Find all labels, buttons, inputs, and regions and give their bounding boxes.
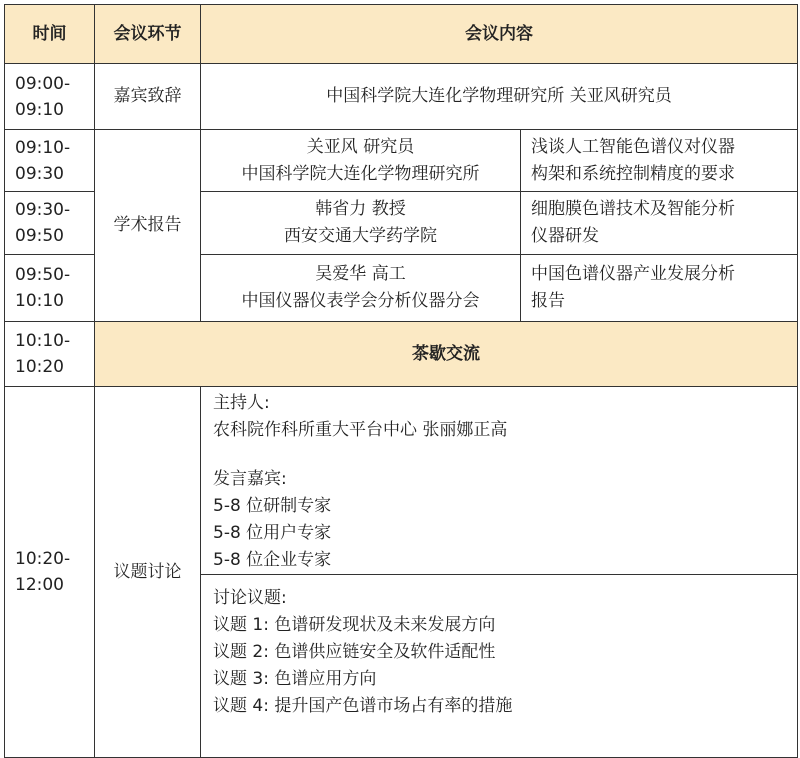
topic-item: 议题 2: 色谱供应链安全及软件适配性 bbox=[213, 642, 496, 662]
header-segment: 会议环节 bbox=[95, 5, 201, 64]
speaker-affiliation: 中国科学院大连化学物理研究所 bbox=[241, 163, 480, 184]
welcome-time bbox=[5, 64, 95, 130]
speaker-affiliation: 中国仪器仪表学会分析仪器分会 bbox=[241, 291, 480, 311]
speaker-name: 关亚风 研究员 bbox=[306, 136, 415, 157]
report-3-topic bbox=[521, 255, 798, 322]
guests-label: 发言嘉宾: bbox=[213, 469, 287, 489]
header-row bbox=[5, 5, 798, 64]
time-start: 09:50- bbox=[15, 265, 71, 285]
report-3-speaker bbox=[201, 255, 521, 322]
host-name: 农科院作科所重大平台中心 张丽娜正高 bbox=[213, 420, 508, 440]
welcome-content: 中国科学院大连化学物理研究所 关亚风研究员 bbox=[201, 64, 798, 130]
topic-line: 仪器研发 bbox=[531, 226, 599, 246]
guest-item: 5-8 位研制专家 bbox=[213, 496, 332, 516]
report-2-time bbox=[5, 192, 95, 255]
topic-item: 议题 4: 提升国产色谱市场占有率的措施 bbox=[213, 696, 513, 716]
host-label: 主持人: bbox=[213, 393, 270, 413]
discussion-topics bbox=[201, 575, 798, 758]
report-3-time bbox=[5, 255, 95, 322]
topic-line: 浅谈人工智能色谱仪对仪器 bbox=[531, 136, 735, 157]
time-end: 12:00 bbox=[15, 575, 64, 595]
report-1-topic bbox=[521, 130, 798, 192]
time-end: 10:20 bbox=[15, 357, 64, 377]
guest-item: 5-8 位企业专家 bbox=[213, 550, 332, 570]
time-start: 09:10- bbox=[15, 137, 71, 158]
tea-break-label: 茶歇交流 bbox=[95, 322, 798, 387]
tea-time bbox=[5, 322, 95, 387]
report-1-speaker bbox=[201, 130, 521, 192]
report-1-time bbox=[5, 130, 95, 192]
time-end: 10:10 bbox=[15, 291, 64, 311]
tea-row bbox=[5, 322, 798, 387]
time-start: 10:10- bbox=[15, 331, 71, 351]
topic-line: 构架和系统控制精度的要求 bbox=[531, 163, 735, 184]
welcome-segment: 嘉宾致辞 bbox=[95, 64, 201, 130]
time-end: 09:50 bbox=[15, 226, 64, 246]
header-content: 会议内容 bbox=[201, 5, 798, 64]
reports-segment: 学术报告 bbox=[95, 130, 201, 322]
topics-label: 讨论议题: bbox=[213, 588, 287, 608]
welcome-row bbox=[5, 64, 798, 130]
time-end: 09:10 bbox=[15, 99, 64, 120]
speaker-name: 吴爱华 高工 bbox=[315, 264, 406, 284]
topic-item: 议题 3: 色谱应用方向 bbox=[213, 669, 377, 689]
agenda-table bbox=[4, 4, 798, 758]
guest-item: 5-8 位用户专家 bbox=[213, 523, 332, 543]
time-start: 09:30- bbox=[15, 200, 71, 220]
header-time: 时间 bbox=[5, 5, 95, 64]
discussion-segment: 议题讨论 bbox=[95, 387, 201, 758]
time-end: 09:30 bbox=[15, 163, 64, 184]
topic-item: 议题 1: 色谱研发现状及未来发展方向 bbox=[213, 615, 496, 635]
discussion-time bbox=[5, 387, 95, 758]
report-2-speaker bbox=[201, 192, 521, 255]
topic-line: 细胞膜色谱技术及智能分析 bbox=[531, 199, 735, 219]
discussion-host-guests bbox=[201, 387, 798, 575]
topic-line: 报告 bbox=[531, 291, 565, 311]
speaker-affiliation: 西安交通大学药学院 bbox=[284, 226, 437, 246]
discussion-row-host bbox=[5, 387, 798, 575]
report-2-topic bbox=[521, 192, 798, 255]
report-row-1 bbox=[5, 130, 798, 192]
topic-line: 中国色谱仪器产业发展分析 bbox=[531, 264, 735, 284]
time-start: 10:20- bbox=[15, 549, 71, 569]
time-start: 09:00- bbox=[15, 73, 71, 94]
speaker-name: 韩省力 教授 bbox=[315, 199, 406, 219]
